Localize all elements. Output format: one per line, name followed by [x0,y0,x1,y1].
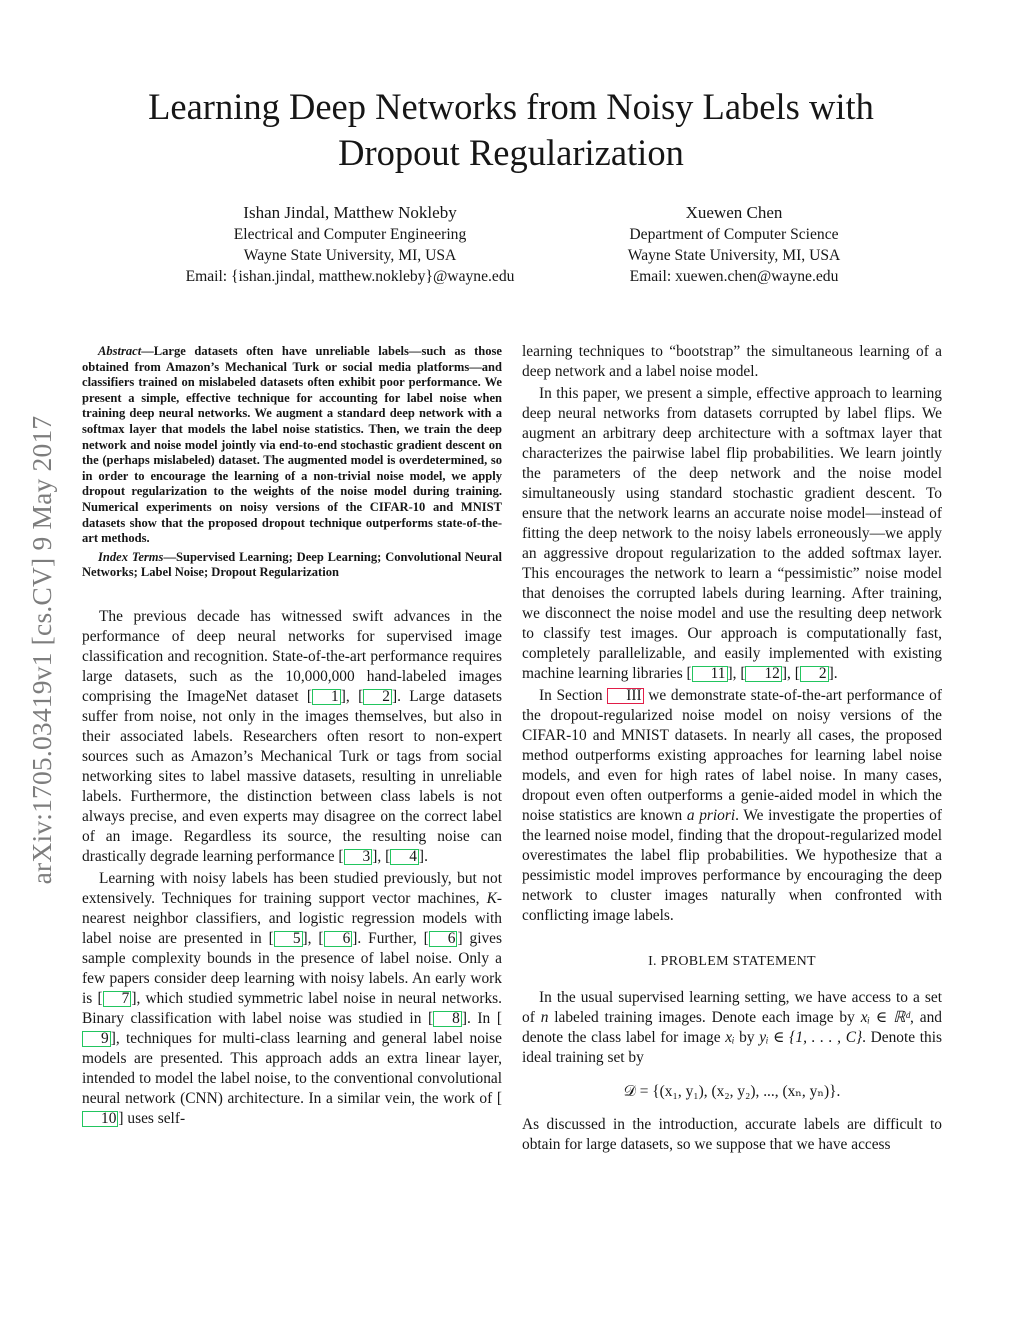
citation-link[interactable]: 3 [344,849,373,865]
author-names: Ishan Jindal, Matthew Nokleby [243,203,457,222]
right-column [522,342,942,1155]
author-email: Email: xuewen.chen@wayne.edu [629,268,839,285]
section-link[interactable]: III [607,688,643,704]
author-university: Wayne State University, MI, USA [243,247,457,264]
intro-paragraph-3: In this paper, we present a simple, effective approach to learning deep neural networks from datasets corrupted by label flips. We augment an arbitrary deep architecture with a softmax layer that characterizes the pairwise label flip probabilities. We learn jointly the parameters of the deep network and the noise model simultaneously using standard stochastic gradient descent. To ensure that the network learns an accurate noise model—instead of fitting the deep network to the noisy labels erroneously—we apply an aggressive dropout regularization to the added softmax layer. This encourages the network to learn a “pessimistic” noise model that denoises the corrupted labels during learning. After training, we disconnect the noise model and use the resulting deep network to classify test images. Our approach is computationally fast, completely parallelizable, and easily implemented with existing machine learning libraries [ 11 ], [ 12 ], [ 2 ]. [522,385,942,682]
citation-link[interactable]: 5 [274,931,303,947]
index-terms-text: —Supervised Learning; Deep Learning; Convolutional Neural Networks; Label Noise; Dropout Regularization [82,549,502,580]
citation-link[interactable]: 10 [82,1111,118,1127]
left-column [82,344,502,1129]
author-department: Electrical and Computer Engineering [233,226,467,243]
section1-paragraph-1: In the usual supervised learning setting, we have access to a set of n labeled training images. Denote each image by xᵢ ∈ ℝᵈ, and denote the class label for image xᵢ by yᵢ ∈ {1, . . . , C}. Denote this ideal training set by [522,989,942,1066]
title-line-2: Dropout Regularization [338,132,684,173]
citation-link[interactable]: 9 [82,1031,111,1047]
intro-paragraph-1: The previous decade has witnessed swift advances in the performance of deep neural networks for supervised image classification and recognition. State-of-the-art performance requires large datasets, such as the 10,000,000 hand-labeled images comprising the ImageNet dataset [ 1 ], [ 2 ]. Large datasets suffer from noise, not only in the images themselves, but also in their associated labels. Researchers often resort to non-expert sources such as Amazon’s Mechanical Turk or tags from social networking sites to label massive datasets, resulting in unreliable labels. Furthermore, the distinction between class labels is not always precise, and even experts may disagree on the correct label of an image. Regardless its source, the resulting noise can drastically degrade learning performance [ 3 ], [ 4 ]. [82,607,502,865]
index-terms [82,550,502,581]
citation-link[interactable]: 6 [324,931,353,947]
author-department: Department of Computer Science [629,226,839,243]
citation-link[interactable]: 4 [390,849,419,865]
author-block-left [152,201,548,287]
paper-title [90,84,932,176]
abstract-text: —Large datasets often have unreliable labels—such as those obtained from Amazon’s Mechanical Turk or social media platforms—and classifiers trained on mislabeled datasets often exhibit poor performance. We present a simple, effective technique for accounting for label noise when training deep neural networks. We augment a standard deep network with a softmax layer that models the label noise statistics. Then, we train the deep network and noise model jointly via end-to-end stochastic gradient descent on the (perhaps mislabeled) dataset. The augmented model is overdetermined, so in order to encourage the learning of a non-trivial noise model, we apply dropout regularization to the weights of the noise model during training. Numerical experiments on noisy versions of the CIFAR-10 and MNIST datasets show that the proposed dropout technique outperforms state-of-the-art methods. [82,344,502,546]
intro-paragraph-4: In Section III we demonstrate state-of-the-art performance of the dropout-regularized noise model on noisy versions of the CIFAR-10 and MNIST datasets. In nearly all cases, the proposed method outperforms existing approaches for learning label noise models, and even for high rates of label noise. In many cases, dropout even often outperforms a genie-aided model in which the noise statistics are known a priori. We investigate the properties of the learned noise model, finding that the dropout-regularized model overestimates the label flip probabilities. We hypothesize that a pessimistic model improves performance by encouraging the deep network to cluster images naturally when confronted with conflicting image labels. [522,687,942,924]
title-line-1: Learning Deep Networks from Noisy Labels with [148,86,874,127]
citation-link[interactable]: 2 [363,689,392,705]
intro-paragraph-continued: learning techniques to “bootstrap” the simultaneous learning of a deep network and a label noise model. [522,343,942,380]
citation-link[interactable]: 11 [692,666,728,682]
author-university: Wayne State University, MI, USA [627,247,841,264]
section1-paragraph-2: As discussed in the introduction, accurate labels are difficult to obtain for large datasets, so we suppose that we have access [522,1116,942,1153]
citation-link[interactable]: 2 [800,666,829,682]
arxiv-identifier [20,350,64,950]
equation: 𝒟 = {(x₁, y₁), (x₂, y₂), ..., (xₙ, yₙ)}. [623,1083,841,1100]
abstract-label: Abstract [98,344,142,358]
citation-link[interactable]: 8 [433,1011,462,1027]
citation-link[interactable]: 1 [312,689,341,705]
abstract [82,344,502,547]
arxiv-id-text: arXiv:1705.03419v1 [cs.CV] 9 May 2017 [26,415,57,885]
author-block-right [584,201,884,287]
citation-link[interactable]: 12 [745,666,781,682]
citation-link[interactable]: 6 [429,931,458,947]
index-terms-label: Index Terms [98,549,164,564]
intro-paragraph-2: Learning with noisy labels has been studied previously, but not extensively. Techniques for training support vector machines, K-nearest neighbor classifiers, and logistic regression models with label noise are presented in [ 5 ], [ 6 ]. Further, [ 6 ] gives sample complexity bounds in the presence of label noise. Only a few papers consider deep learning with noisy labels. An early work is [ 7 ], which studied symmetric label noise in neural networks. Binary classification with label noise was studied in [ 8 ]. In [9 ], techniques for multi-class learning and general label noise models are presented. This approach adds an extra linear layer, intended to model the label noise, to the conventional convolutional neural network (CNN) architecture. In a similar vein, the work of [10 ] uses self- [82,869,502,1127]
citation-link[interactable]: 7 [103,991,132,1007]
author-names: Xuewen Chen [685,203,783,222]
author-email: Email: {ishan.jindal, matthew.nokleby}@wayne.edu [185,268,515,285]
section-heading: I. PROBLEM STATEMENT [648,954,816,969]
